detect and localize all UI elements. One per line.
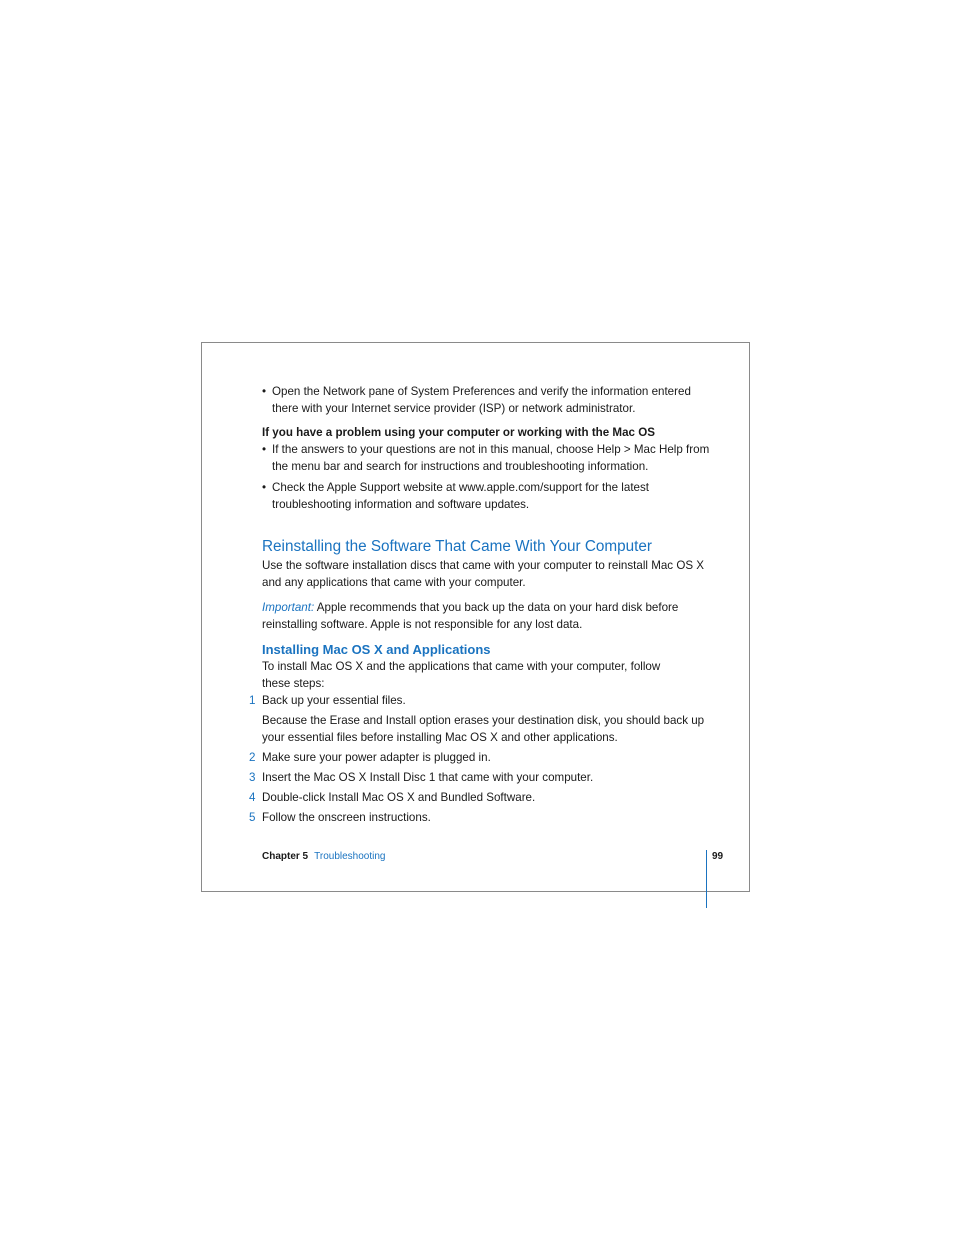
important-note <box>262 599 712 633</box>
step-text: Follow the onscreen instructions. <box>262 811 431 824</box>
step-5 <box>249 809 712 826</box>
step-text: Insert the Mac OS X Install Disc 1 that came with your computer. <box>262 771 594 784</box>
footer-chapter: Chapter 5 <box>262 851 309 862</box>
step-3 <box>249 769 712 786</box>
important-text: Apple recommends that you back up the data on your hard disk before reinstalling software. Apple is not responsible for any lost data. <box>262 601 679 631</box>
important-label: Important: <box>262 601 315 614</box>
subsection-intro-line2: these steps: <box>262 677 325 690</box>
step-text: Back up your essential files. <box>262 694 406 707</box>
subsection-title: Installing Mac OS X and Applications <box>262 642 491 657</box>
bullet-dot: • <box>262 481 267 494</box>
footer-chapter-title: Troubleshooting <box>314 851 386 862</box>
step-number: 2 <box>249 751 256 764</box>
step-number: 1 <box>249 694 256 707</box>
page-footer <box>262 850 385 864</box>
step-number: 5 <box>249 811 256 824</box>
bullet-dot: • <box>262 385 267 398</box>
footer-margin-rule <box>706 850 707 908</box>
bullet-text: Check the Apple Support website at www.apple.com/support for the latest troubleshooting information and software updates. <box>272 481 650 511</box>
section-intro: Use the software installation discs that came with your computer to reinstall Mac OS X and any applications that came with your computer. <box>262 559 705 589</box>
step-2 <box>249 749 712 766</box>
step-number: 3 <box>249 771 256 784</box>
bullet-text: Open the Network pane of System Preferences and verify the information entered there with your Internet service provider (ISP) or network administrator. <box>272 385 691 415</box>
step-number: 4 <box>249 791 256 804</box>
subsection-intro-line1: To install Mac OS X and the applications that came with your computer, follow <box>262 660 661 673</box>
bullet-mac-help <box>262 441 712 475</box>
bullet-network-pane <box>262 383 712 417</box>
step-4 <box>249 789 712 806</box>
bullet-dot: • <box>262 443 267 456</box>
step-text: Double-click Install Mac OS X and Bundled Software. <box>262 791 536 804</box>
section-title: Reinstalling the Software That Came With Your Computer <box>262 538 652 555</box>
bullet-apple-support <box>262 479 712 513</box>
step-text: Make sure your power adapter is plugged in. <box>262 751 491 764</box>
bullet-text: If the answers to your questions are not in this manual, choose Help > Mac Help from the menu bar and search for instructions and troubleshooting information. <box>272 443 710 473</box>
step-1 <box>249 692 712 709</box>
step-1-note: Because the Erase and Install option erases your destination disk, you should back up your essential files before installing Mac OS X and other applications. <box>262 714 705 744</box>
page-number: 99 <box>712 851 724 862</box>
problem-heading: If you have a problem using your computer or working with the Mac OS <box>262 426 655 439</box>
page-content <box>249 383 712 826</box>
